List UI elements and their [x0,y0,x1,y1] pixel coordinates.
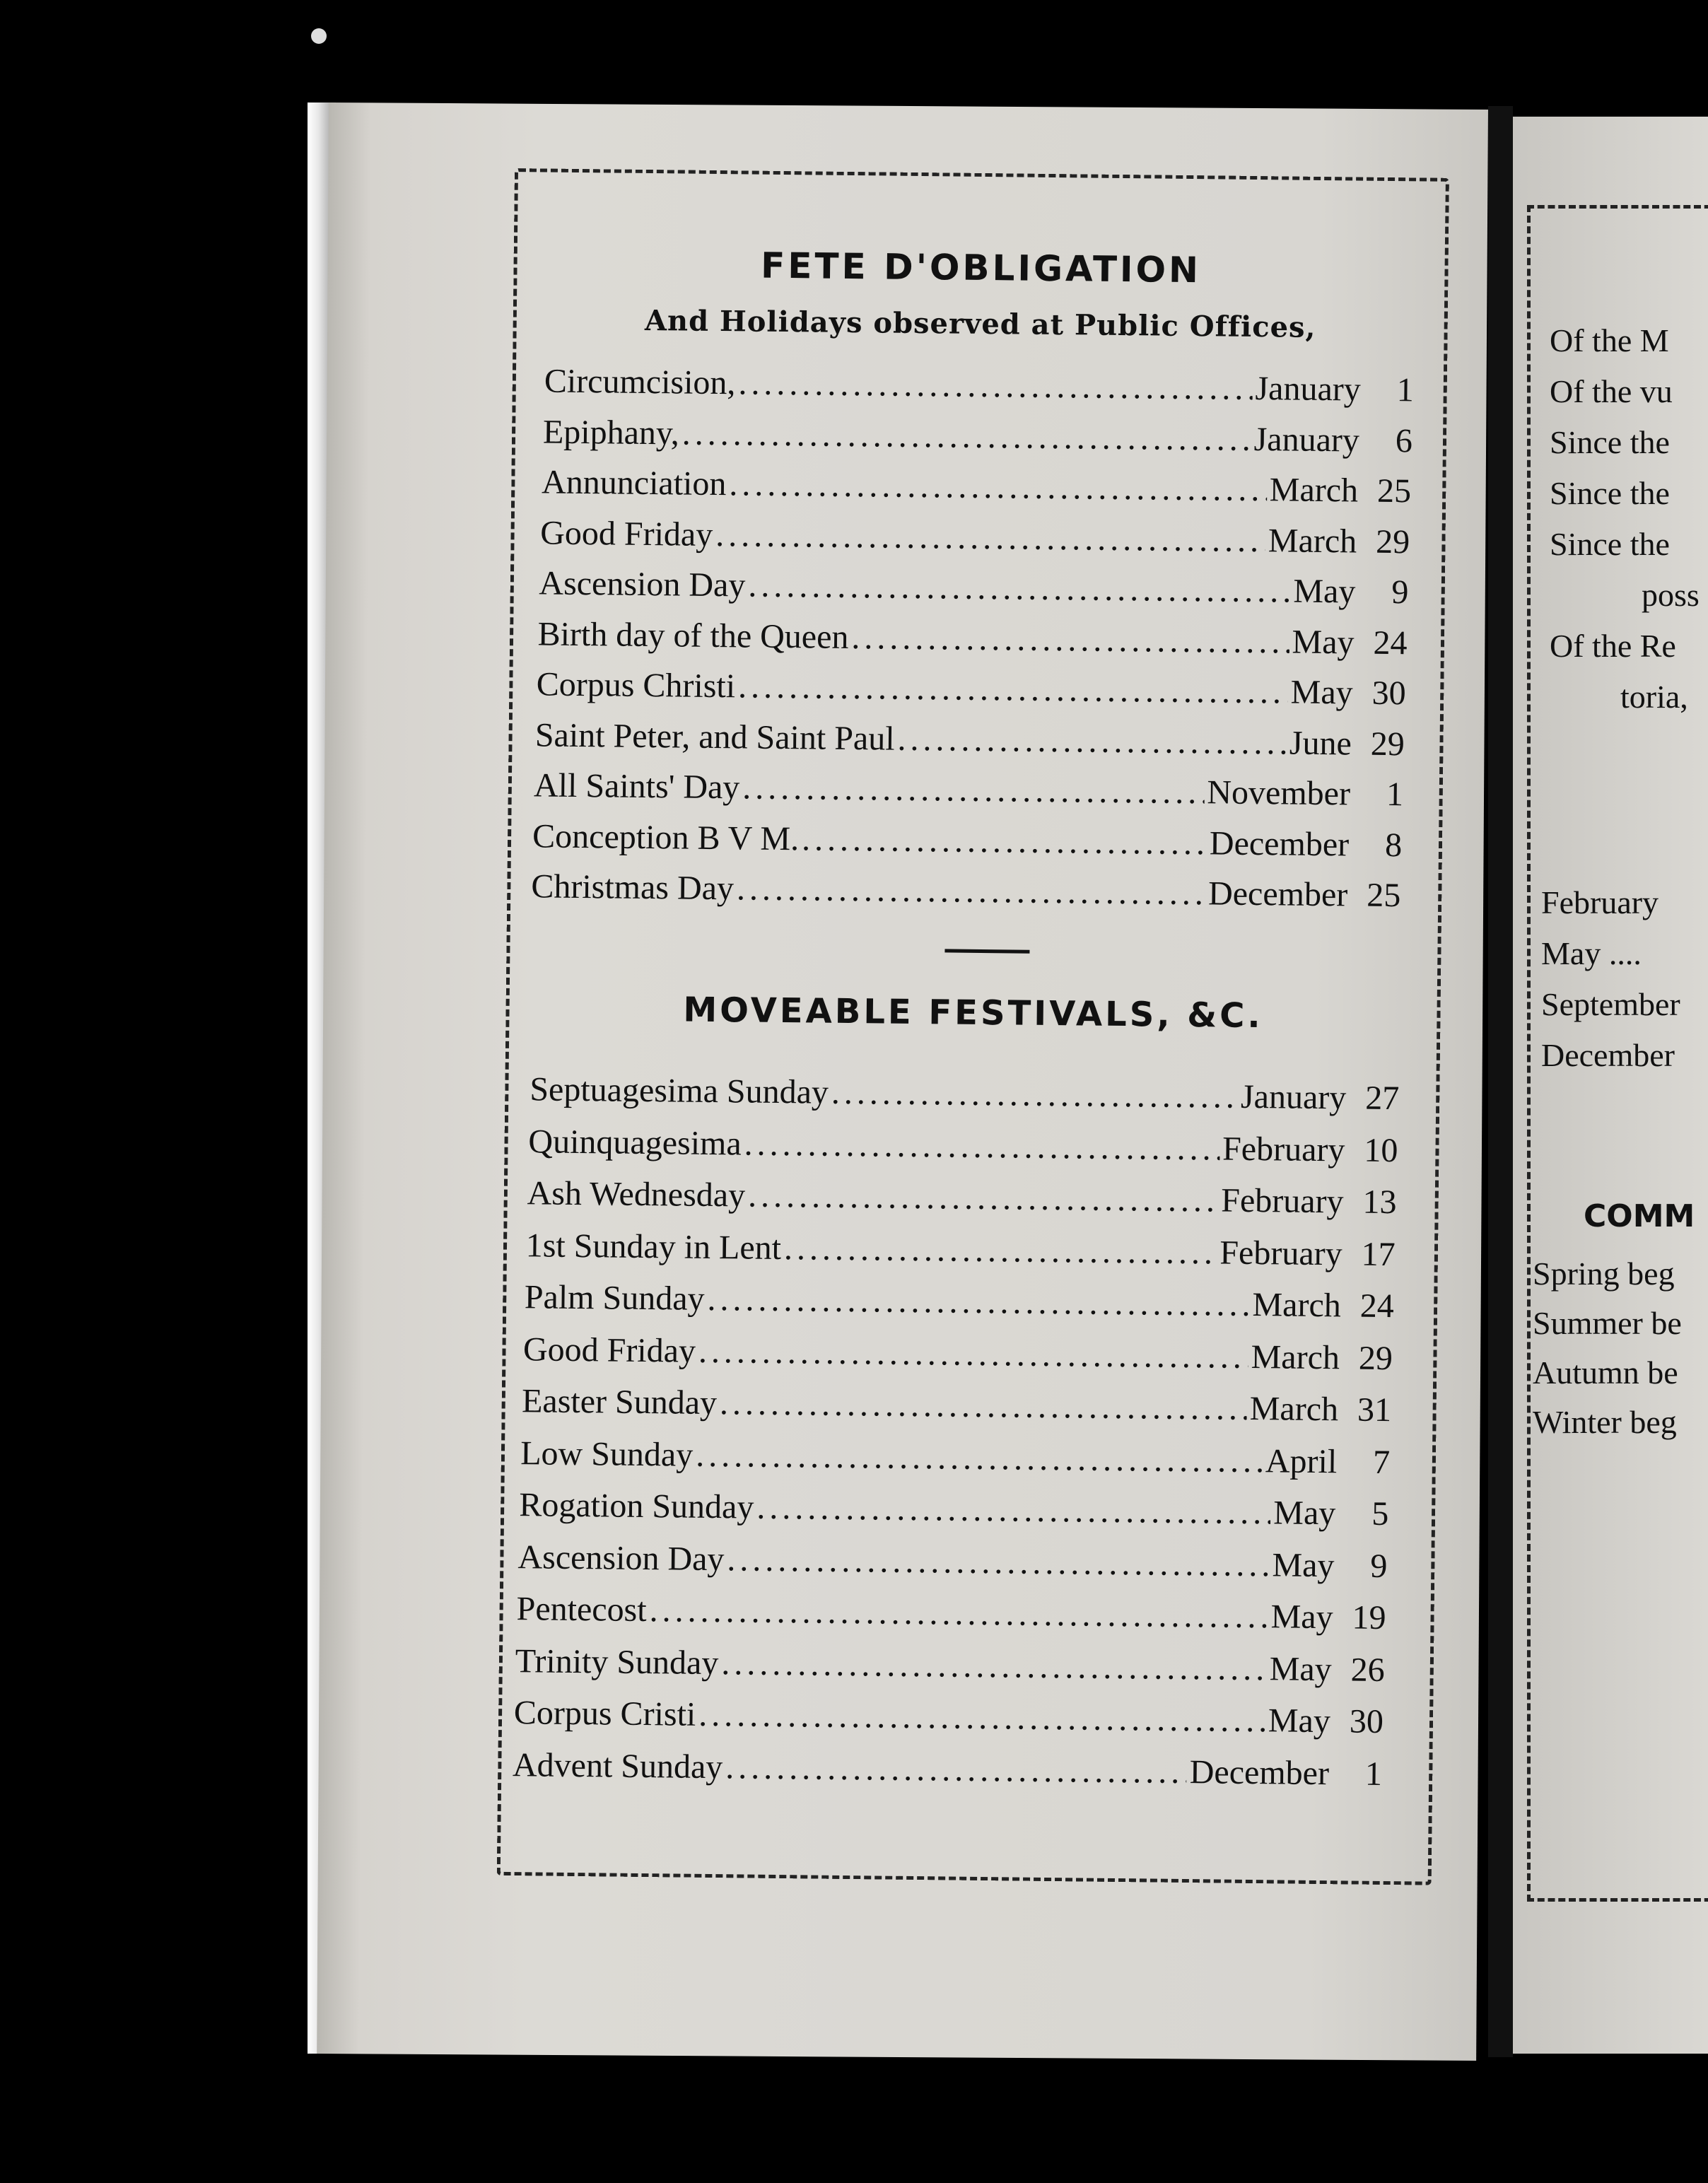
list-item [525,1226,1396,1283]
feast-month: May [1292,623,1355,661]
leader-dots [851,618,1289,661]
leader-dots [721,1644,1267,1688]
list-item [530,1070,1400,1127]
feast-day: 8 [1384,826,1403,864]
list-item [517,1538,1388,1595]
list-item [523,1330,1393,1387]
leader-dots [742,768,1205,812]
right-page-line: May .... [1541,935,1642,971]
leader-dots [748,1176,1219,1220]
feast-day: 29 [1358,1339,1393,1377]
feast-day: 5 [1371,1494,1389,1533]
feast-day: 25 [1367,876,1401,915]
list-item [516,1589,1386,1646]
feast-day: 30 [1371,674,1406,713]
right-page-line: February [1541,884,1659,920]
feast-day: 17 [1361,1235,1396,1273]
feast-day: 9 [1370,1547,1388,1585]
feast-day: 31 [1357,1391,1392,1429]
leader-dots [682,414,1251,458]
feast-day: 1 [1386,775,1404,814]
leader-dots [725,1748,1187,1791]
feast-name: Septuagesima Sunday [530,1070,829,1111]
list-item [534,715,1405,773]
feast-name: Low Sunday [520,1434,694,1474]
leader-dots [784,1229,1217,1272]
calendar-content [501,172,1446,1882]
feast-name: Good Friday [540,513,713,554]
leader-dots [707,1280,1250,1324]
feast-name: Corpus Christi [536,665,736,706]
leader-dots [698,1331,1248,1376]
feast-name: Corpus Cristi [513,1694,696,1733]
leader-dots [720,1383,1247,1428]
list-item [513,1745,1383,1803]
feast-name: 1st Sunday in Lent [525,1226,782,1267]
feast-month: May [1270,1598,1333,1637]
feast-name: Rogation Sunday [519,1486,754,1526]
feast-name: Ascension Day [539,564,746,604]
feast-month: February [1222,1130,1345,1169]
leader-dots [744,1124,1219,1168]
feast-month: January [1240,1077,1347,1117]
right-page-line: Spring beg [1533,1256,1675,1292]
feast-name: Annunciation [541,463,727,503]
leader-dots [729,464,1267,509]
feast-name: Conception B V M. [532,817,800,858]
list-item [534,766,1404,823]
right-page-line: Of the M [1550,322,1669,358]
list-item [536,665,1406,722]
feast-month: May [1269,1649,1332,1688]
right-page-line: Since the [1550,475,1670,511]
right-page-line: Autumn be [1533,1354,1678,1391]
right-page-line: Of the vu [1550,373,1673,409]
feast-month: May [1290,673,1353,712]
list-item [531,867,1401,924]
list-item [539,563,1409,621]
feast-name: Epiphany, [542,412,680,452]
list-item [524,1277,1394,1335]
list-item [520,1434,1391,1491]
feast-month: December [1209,824,1350,863]
feast-month: March [1252,1286,1342,1325]
leader-dots [831,1073,1239,1116]
feast-month: February [1219,1234,1343,1272]
feast-month: February [1221,1181,1344,1221]
feast-day: 29 [1375,522,1410,561]
feast-month: March [1269,471,1359,510]
list-item [532,817,1403,874]
feast-month: December [1207,874,1348,914]
feast-day: 19 [1352,1598,1386,1637]
feast-month: March [1268,521,1357,561]
list-item [522,1381,1392,1439]
right-page-line: Of the Re [1550,628,1676,664]
list-item [513,1693,1384,1750]
feast-name: Saint Peter, and Saint Paul [534,715,895,758]
feast-month: December [1189,1752,1330,1792]
feast-name: Pentecost [516,1590,647,1629]
feast-month: May [1293,572,1356,611]
leader-dots [738,363,1253,408]
feast-name: Trinity Sunday [515,1641,719,1682]
right-page-line: toria, [1620,679,1688,715]
feast-day: 10 [1364,1131,1398,1169]
feast-day: 24 [1359,1287,1395,1325]
feast-month: May [1268,1702,1331,1740]
list-item [515,1641,1385,1699]
leader-dots [715,515,1265,560]
feast-month: January [1255,369,1362,409]
feast-name: Easter Sunday [521,1382,718,1422]
list-item [537,614,1408,672]
right-page-line: Since the [1550,424,1670,460]
feast-month: November [1207,773,1351,813]
leader-dots [756,1488,1271,1533]
leader-dots [802,819,1207,862]
feast-name: Ash Wednesday [527,1174,746,1215]
leader-dots [738,667,1288,711]
list-item [544,361,1414,419]
feast-month: January [1253,420,1360,460]
feast-name: All Saints' Day [533,766,740,807]
leader-dots [748,566,1291,610]
feast-name: Birth day of the Queen [537,614,849,656]
right-page-heading: COMM [1584,1198,1695,1234]
right-page-line: September [1541,986,1680,1022]
feast-month: March [1251,1338,1340,1376]
list-item [519,1485,1389,1543]
list-item [527,1174,1397,1231]
feast-day: 7 [1372,1443,1391,1481]
feast-day: 25 [1376,472,1412,510]
feast-day: 1 [1396,371,1415,409]
fete-title: FETE D'OBLIGATION [760,245,1202,291]
right-page-line: poss [1642,577,1700,613]
feast-name: Ascension Day [517,1538,725,1578]
feast-name: Good Friday [522,1330,696,1370]
feast-day: 6 [1395,421,1413,460]
feast-day: 13 [1362,1183,1397,1222]
list-item [540,513,1410,570]
section-divider [944,949,1029,953]
leader-dots [897,719,1287,762]
list-item [543,412,1413,469]
right-page-line: Winter beg [1533,1404,1677,1440]
list-item [542,462,1412,520]
moveable-title: MOVEABLE FESTIVALS, &C. [683,990,1263,1036]
feast-name: Palm Sunday [524,1278,705,1318]
feast-month: March [1249,1389,1339,1429]
leader-dots [737,869,1206,913]
feast-day: 30 [1349,1702,1384,1740]
leader-dots [696,1435,1263,1480]
feast-name: Christmas Day [531,867,735,908]
dust-speck [311,28,327,44]
book-gutter [1488,106,1513,2057]
feast-day: 1 [1364,1755,1383,1793]
right-page-line: Since the [1550,526,1670,562]
feast-day: 29 [1370,725,1405,763]
feast-day: 9 [1391,573,1409,611]
feast-name: Advent Sunday [512,1745,723,1786]
feast-month: June [1289,724,1352,762]
right-page-line: Summer be [1533,1305,1682,1341]
leader-dots [649,1591,1268,1636]
feast-name: Quinquagesima [528,1122,742,1162]
fete-subtitle: And Holidays observed at Public Offices, [644,303,1316,344]
feast-month: May [1273,1494,1336,1533]
feast-day: 24 [1373,624,1408,662]
right-page-line: December [1541,1037,1675,1073]
calendar-frame [497,168,1449,1885]
leader-dots [698,1695,1265,1740]
feast-month: May [1272,1545,1335,1584]
feast-month: April [1265,1441,1338,1480]
feast-name: Circumcision, [544,362,736,402]
leader-dots [727,1540,1270,1584]
feast-day: 26 [1350,1651,1385,1689]
feast-day: 27 [1365,1079,1400,1118]
list-item [528,1122,1398,1179]
